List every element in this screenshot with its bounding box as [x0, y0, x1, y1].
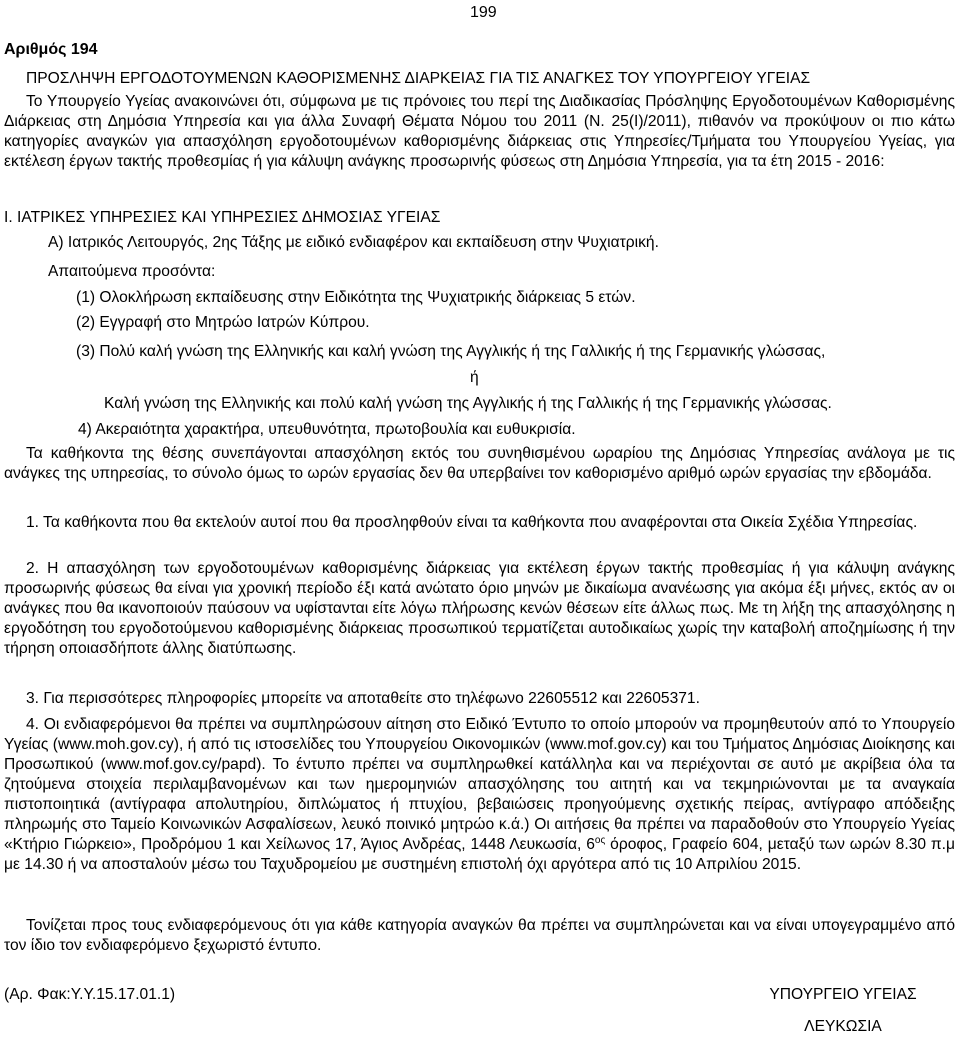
qualification-item: (1) Ολοκλήρωση εκπαίδευσης στην Ειδικότητα της Ψυχιατρικής διάρκειας 5 ετών. — [76, 289, 636, 306]
notice-number: Αριθμός 194 — [4, 41, 98, 58]
qualification-item: 4) Ακεραιότητα χαρακτήρα, υπευθυνότητα, πρωτοβουλία και ευθυκρισία. — [78, 421, 576, 438]
qualifications-label: Απαιτούμενα προσόντα: — [48, 263, 216, 280]
or-word: ή — [470, 369, 479, 386]
signature-block — [758, 985, 928, 1037]
notice-heading: ΠΡΟΣΛΗΨΗ ΕΡΓΟΔΟΤΟΥΜΕΝΩΝ ΚΑΘΟΡΙΣΜΕΝΗΣ ΔΙΑΡΚΕΙΑΣ ΓΙΑ ΤΙΣ ΑΝΑΓΚΕΣ ΤΟΥ ΥΠΟΥΡΓΕΙΟΥ ΥΓΕΙΑΣ — [26, 70, 811, 87]
point-4-text-end: όροφος, Γραφείο 604, μεταξύ των ωρών 8.30 π.μ με 14.30 ή να αποσταλούν μέσω του Ταχυδρομείου με συστημένη επιστολή όχι αργότερα από τις 10 Απριλίου 2015. — [4, 836, 955, 873]
signature-city: ΛΕΥΚΩΣΙΑ — [804, 1018, 882, 1035]
section-heading: Ι. ΙΑΤΡΙΚΕΣ ΥΠΗΡΕΣΙΕΣ ΚΑΙ ΥΠΗΡΕΣΙΕΣ ΔΗΜΟΣΙΑΣ ΥΓΕΙΑΣ — [4, 209, 441, 226]
point-3: 3. Για περισσότερες πληροφορίες μπορείτε να αποταθείτε στο τηλέφωνο 22605512 και 22605371. — [26, 690, 700, 707]
page-number: 199 — [470, 4, 497, 21]
position-title: Α) Ιατρικός Λειτουργός, 2ης Τάξης με ειδικό ενδιαφέρον και εκπαίδευση στην Ψυχιατρική. — [48, 234, 659, 251]
point-1: 1. Τα καθήκοντα που θα εκτελούν αυτοί που θα προσληφθούν είναι τα καθήκοντα που αναφέρονται στα Οικεία Σχέδια Υπηρεσίας. — [26, 514, 918, 531]
qualification-alternative: Καλή γνώση της Ελληνικής και πολύ καλή γνώση της Αγγλικής ή της Γαλλικής ή της Γερμανικής γλώσσας. — [104, 395, 832, 412]
point-4 — [4, 715, 955, 875]
duties-paragraph: Τα καθήκοντα της θέσης συνεπάγονται απασχόληση εκτός του συνηθισμένου ωραρίου της Δημόσιας Υπηρεσίας ανάλογα με τις ανάγκες της υπηρεσίας, το σύνολο όμως το ωρών εργασίας δεν θα υπερβαίνει τον καθορισμένο αριθμό ωρών εργασίας την εβδομάδα. — [4, 445, 955, 482]
qualification-item: (3) Πολύ καλή γνώση της Ελληνικής και καλή γνώση της Αγγλικής ή της Γαλλικής ή της Γερμανικής γλώσσας, — [76, 343, 826, 360]
point-2: 2. Η απασχόληση των εργοδοτουμένων καθορισμένης διάρκειας για εκτέλεση έργων τακτής προθεσμίας ή για κάλυψη ανάγκης προσωρινής φύσεως θα είναι για χρονική περίοδο έξι κατά ανώτατο όριο μηνών με δικαίωμα ανανέωσης για ακόμα έξι μήνες, εκτός αν οι ανάγκες που θα ικανοποιούν παύσουν να υφίστανται είτε λόγω πλήρωσης κενών θέσεων είτε άλλως πως. Με τη λήξη της απασχόλησης η εργοδότηση του εργοδοτούμενου καθορισμένης διάρκειας προσωπικού τερματίζεται αυτοδικαίως χωρίς την καταβολή αποζημίωσης ή την τήρηση οποιασδήποτε άλλης διατύπωσης. — [4, 560, 955, 657]
intro-paragraph: Το Υπουργείο Υγείας ανακοινώνει ότι, σύμφωνα με τις πρόνοιες του περί της Διαδικασίας Πρόσληψης Εργοδοτουμένων Καθορισμένης Διάρκειας στη Δημόσια Υπηρεσία και για άλλα Συναφή Θέματα Νόμου του 2011 (Ν. 25(Ι)/2011), πιθανόν να προκύψουν οι πιο κάτω κατηγορίες αναγκών για απασχόληση εργοδοτουμένων καθορισμένης διάρκειας στις Υπηρεσίες/Τμήματα του Υπουργείου Υγείας, για εκτέλεση έργων τακτής προθεσμίας ή για κάλυψη ανάγκης προσωρινής φύσεως στη Δημόσια Υπηρεσία, για τα έτη 2015 - 2016: — [4, 93, 955, 170]
point-4-text: 4. Οι ενδιαφερόμενοι θα πρέπει να συμπληρώσουν αίτηση στο Ειδικό Έντυπο το οποίο μπορούν να προμηθευτούν από το Υπουργείο Υγείας (www.moh.gov.cy), ή από τις ιστοσελίδες του Υπουργείου Οικονομικών (www.mof.gov.cy) και του Τμήματος Δημόσιας Διοίκησης και Προσωπικού (www.mof.gov.cy/papd). Το έντυπο πρέπει να συμπληρωθκεί κατάλληλα και να περιέχονται σε αυτό με ακρίβεια όλα τα ζητούμενα στοιχεία περιλαμβανομένων και των ημερομηνιών απασχόλησης του αιτητή και να τεκμηριώνονται με τα αναγκαία πιστοποιητικά (αντίγραφα απολυτηρίου, διπλώματος ή πτυχίου, βεβαιώσεις προηγούμενης σχετικής πείρας, αντίγραφο απόδειξης πληρωμής στο Ταμείο Κοινωνικών Ασφαλίσεων, λευκό ποινικό μητρώο κ.ά.) Οι αιτήσεις θα πρέπει να παραδοθούν στο Υπουργείο Υγείας «Κτήριο Γιώρκειο», Προδρόμου 1 και Χείλωνος 17, Άγιος Ανδρέας, 1448 Λευκωσία, 6 — [4, 716, 955, 853]
closing-paragraph: Τονίζεται προς τους ενδιαφερόμενους ότι για κάθε κατηγορία αναγκών θα πρέπει να συμπληρώνεται και να είναι υπογεγραμμένο από τον ίδιο τον ενδιαφερόμενο ξεχωριστό έντυπο. — [4, 917, 955, 954]
floor-superscript: ος — [594, 835, 606, 846]
signature-ministry: ΥΠΟΥΡΓΕΙΟ ΥΓΕΙΑΣ — [769, 986, 917, 1003]
qualification-item: (2) Εγγραφή στο Μητρώο Ιατρών Κύπρου. — [76, 314, 370, 331]
file-reference: (Αρ. Φακ:Υ.Υ.15.17.01.1) — [4, 986, 176, 1003]
